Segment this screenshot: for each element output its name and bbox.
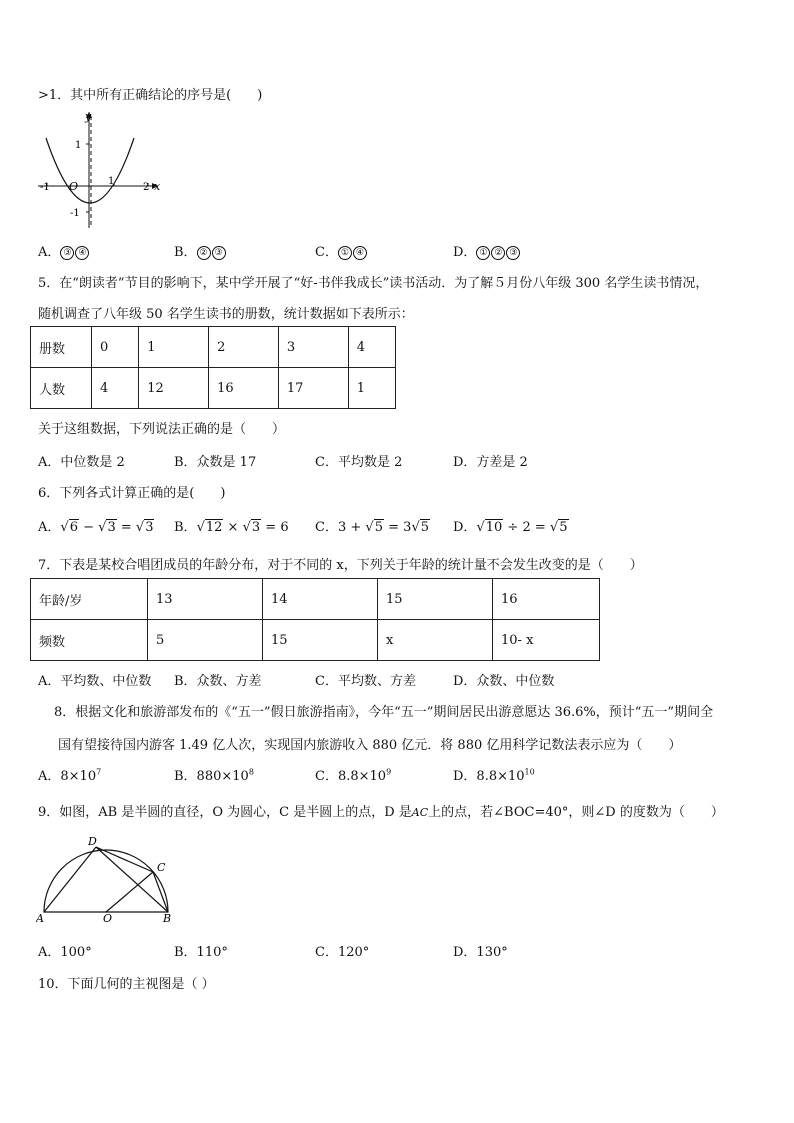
table-cell: 15 (263, 620, 378, 661)
table-row (31, 327, 396, 368)
q4-option-a[interactable]: A． ③ ④ (38, 241, 90, 260)
table-cell: 5 (148, 620, 263, 661)
q10-stem: 10．下面几何的主视图是（ ） (38, 977, 215, 992)
table-cell: 频数 (31, 620, 148, 661)
q5-stem-line2: 随机调查了八年级 50 名学生读书的册数，统计数据如下表所示： (38, 307, 414, 322)
table-cell: 4 (348, 327, 395, 368)
q6-option-a[interactable]: A．√6 − √3 = √3 (38, 520, 154, 535)
table-cell: 15 (378, 579, 493, 620)
q9-stem: 9．如图，AB 是半圆的直径，O 为圆心，C 是半圆上的点，D 是AC上的点，若∠BOC=40°，则∠D 的度数为（ ） (38, 805, 724, 820)
table-cell: 12 (139, 368, 209, 409)
table-cell: 0 (92, 327, 139, 368)
semicircle-diagram (36, 834, 178, 924)
q4-option-c[interactable]: C． ① ④ (315, 241, 368, 260)
q8-option-d[interactable]: D．$8.8\times 10^{10}$ (453, 767, 535, 784)
point-b-label: B (163, 912, 172, 924)
table-cell: 13 (148, 579, 263, 620)
q5-data-table (30, 326, 396, 409)
q7-option-d[interactable]: D．众数、中位数 (453, 674, 555, 689)
q9-option-c[interactable]: C．120° (315, 945, 370, 960)
table-row (31, 368, 396, 409)
x-tick-1: 1 (108, 176, 115, 187)
y-tick-neg1: -1 (70, 208, 80, 219)
table-row (31, 579, 600, 620)
q4-stem: >1．其中所有正确结论的序号是( ) (38, 88, 263, 103)
q7-option-c[interactable]: C．平均数、方差 (315, 674, 416, 689)
q9-option-d[interactable]: D．130° (453, 945, 508, 960)
origin-label: O (69, 180, 79, 193)
y-tick-1: 1 (75, 140, 82, 151)
point-a-label: A (36, 912, 44, 924)
table-cell: 3 (278, 327, 348, 368)
q5-option-c[interactable]: C．平均数是 2 (315, 455, 403, 470)
table-cell: 册数 (31, 327, 92, 368)
table-cell: 16 (209, 368, 279, 409)
parabola-graph (34, 108, 170, 232)
q6-option-b[interactable]: B．√12 × √3 = 6 (174, 520, 289, 535)
table-cell: 16 (493, 579, 600, 620)
arc-ac-label: AC (411, 806, 429, 819)
q6-stem: 6．下列各式计算正确的是( ) (38, 486, 226, 501)
x-tick-2: 2 (143, 182, 150, 193)
table-cell: 17 (278, 368, 348, 409)
q8-option-b[interactable]: B．$880\times 10^8$ (174, 767, 254, 784)
q9-option-b[interactable]: B．110° (174, 945, 228, 960)
table-cell: 1 (139, 327, 209, 368)
table-cell: 2 (209, 327, 279, 368)
q7-stem: 7．下表是某校合唱团成员的年龄分布，对于不同的 x，下列关于年龄的统计量不会发生改变的是（ ） (38, 558, 643, 573)
point-o-label: O (103, 912, 113, 924)
table-cell: 1 (348, 368, 395, 409)
table-cell: x (378, 620, 493, 661)
q5-option-a[interactable]: A．中位数是 2 (38, 455, 125, 470)
q7-option-a[interactable]: A．平均数、中位数 (38, 674, 152, 689)
q7-option-b[interactable]: B．众数、方差 (174, 674, 262, 689)
q6-option-c[interactable]: C．3 + √5 = 3√5 (315, 520, 430, 535)
q8-stem-line1: 8．根据文化和旅游部发布的《“五一”假日旅游指南》，今年“五一”期间居民出游意愿达 36.6%，预计“五一”期间全 (54, 705, 714, 720)
q6-option-d[interactable]: D．√10 ÷ 2 = √5 (453, 520, 568, 535)
q7-data-table (30, 578, 600, 661)
q4-option-d[interactable]: D． ① ② ③ (453, 241, 521, 260)
point-d-label: D (88, 835, 97, 848)
q8-option-a[interactable]: A．$8\times 10^7$ (38, 767, 102, 784)
table-cell: 年龄/岁 (31, 579, 148, 620)
x-axis-label: x (154, 180, 161, 193)
q5-option-b[interactable]: B．众数是 17 (174, 455, 257, 470)
table-cell: 14 (263, 579, 378, 620)
table-row (31, 620, 600, 661)
table-cell: 4 (92, 368, 139, 409)
point-c-label: C (157, 861, 166, 874)
q4-option-b[interactable]: B． ② ③ (174, 241, 227, 260)
q8-stem-line2: 国有望接待国内游客 1.49 亿人次，实现国内旅游收入 880 亿元．将 880 亿用科学记数法表示应为（ ） (58, 738, 682, 753)
q5-stem-line1: 5．在“朗读者”节目的影响下，某中学开展了“好-书伴我成长”读书活动．为了解５月份八年级 300 名学生读书情况， (38, 276, 709, 291)
y-axis-label: y (85, 110, 92, 123)
q8-option-c[interactable]: C．$8.8\times 10^9$ (315, 767, 392, 784)
table-cell: 人数 (31, 368, 92, 409)
q9-option-a[interactable]: A．100° (38, 945, 92, 960)
q5-option-d[interactable]: D．方差是 2 (453, 455, 528, 470)
x-tick-neg1: -1 (40, 182, 50, 193)
q5-question: 关于这组数据，下列说法正确的是（ ） (38, 422, 286, 437)
table-cell: 10- x (493, 620, 600, 661)
